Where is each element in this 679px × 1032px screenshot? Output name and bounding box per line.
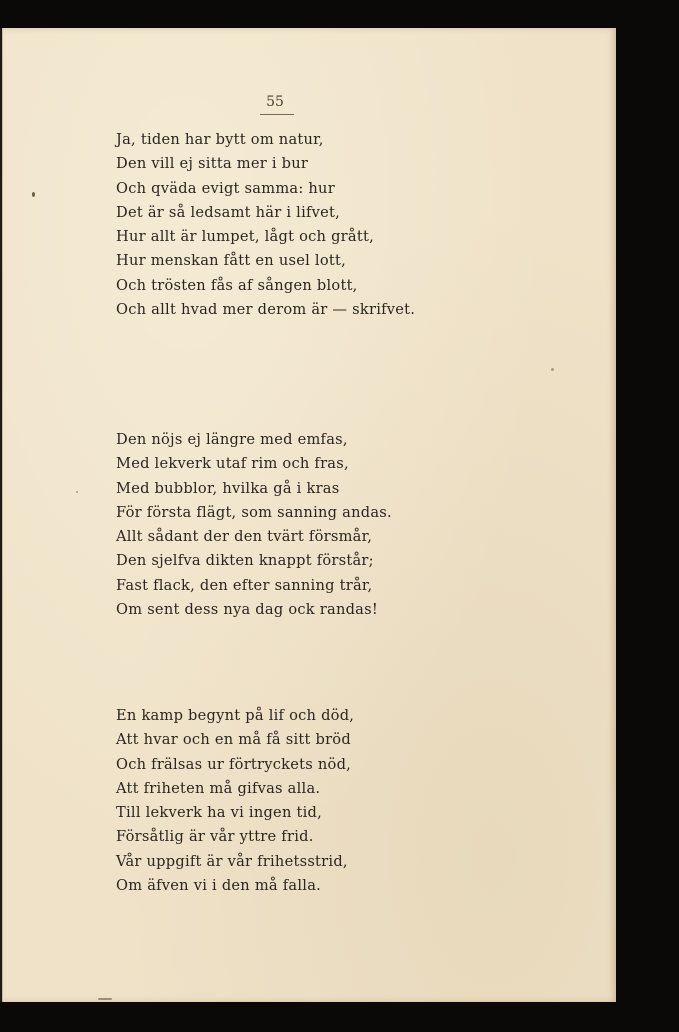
verse-line: Den nöjs ej längre med emfas,: [116, 431, 348, 448]
verse-line: Hur menskan fått en usel lott,: [116, 252, 346, 270]
paper-speck: [32, 192, 35, 197]
stanza-2: [116, 428, 392, 622]
verse-line: Hur allt är lumpet, lågt och grått,: [116, 228, 374, 246]
verse-line: Allt sådant der den tvärt försmår,: [116, 528, 373, 546]
page-binding-edge: [0, 28, 3, 1002]
book-page: [2, 28, 616, 1002]
paper-speck: [76, 491, 78, 493]
verse-line: Och allt hvad mer derom är — skrifvet.: [116, 301, 416, 319]
verse-line: Den sjelfva dikten knappt förstår;: [116, 552, 374, 570]
stanza-3: [116, 704, 354, 898]
verse-line: Försåtlig är vår yttre frid.: [116, 828, 314, 846]
verse-line: Och trösten fås af sången blott,: [116, 276, 358, 294]
verse-line: Om äfven vi i den må falla.: [116, 877, 322, 895]
stanza-1: [116, 128, 415, 322]
verse-line: Att hvar och en må få sitt bröd: [116, 731, 351, 749]
verse-line: Fast flack, den efter sanning trår,: [116, 576, 373, 594]
verse-line: Och frälsas ur förtryckets nöd,: [116, 755, 352, 773]
verse-line: Det är så ledsamt här i lifvet,: [116, 203, 341, 221]
verse-line: Vår uppgift är vår frihetsstrid,: [116, 852, 348, 870]
verse-line: Om sent dess nya dag ock randas!: [116, 601, 378, 619]
verse-line: Till lekverk ha vi ingen tid,: [116, 804, 322, 822]
verse-line: Och qväda evigt samma: hur: [116, 179, 335, 197]
verse-line: Med bubblor, hvilka gå i kras: [116, 479, 340, 497]
paper-speck: [551, 368, 554, 371]
verse-line: Den vill ej sitta mer i bur: [116, 155, 309, 173]
verse-line: Med lekverk utaf rim och fras,: [116, 455, 349, 473]
verse-line: Att friheten må gifvas alla.: [116, 779, 321, 797]
verse-line: En kamp begynt på lif och död,: [116, 707, 355, 724]
verse-line: För första flägt, som sanning andas.: [116, 503, 392, 521]
page-number-rule: [260, 114, 294, 115]
paper-speck: [98, 998, 112, 1000]
verse-line: Ja, tiden har bytt om natur,: [116, 131, 324, 148]
page-number: 55: [266, 94, 284, 110]
